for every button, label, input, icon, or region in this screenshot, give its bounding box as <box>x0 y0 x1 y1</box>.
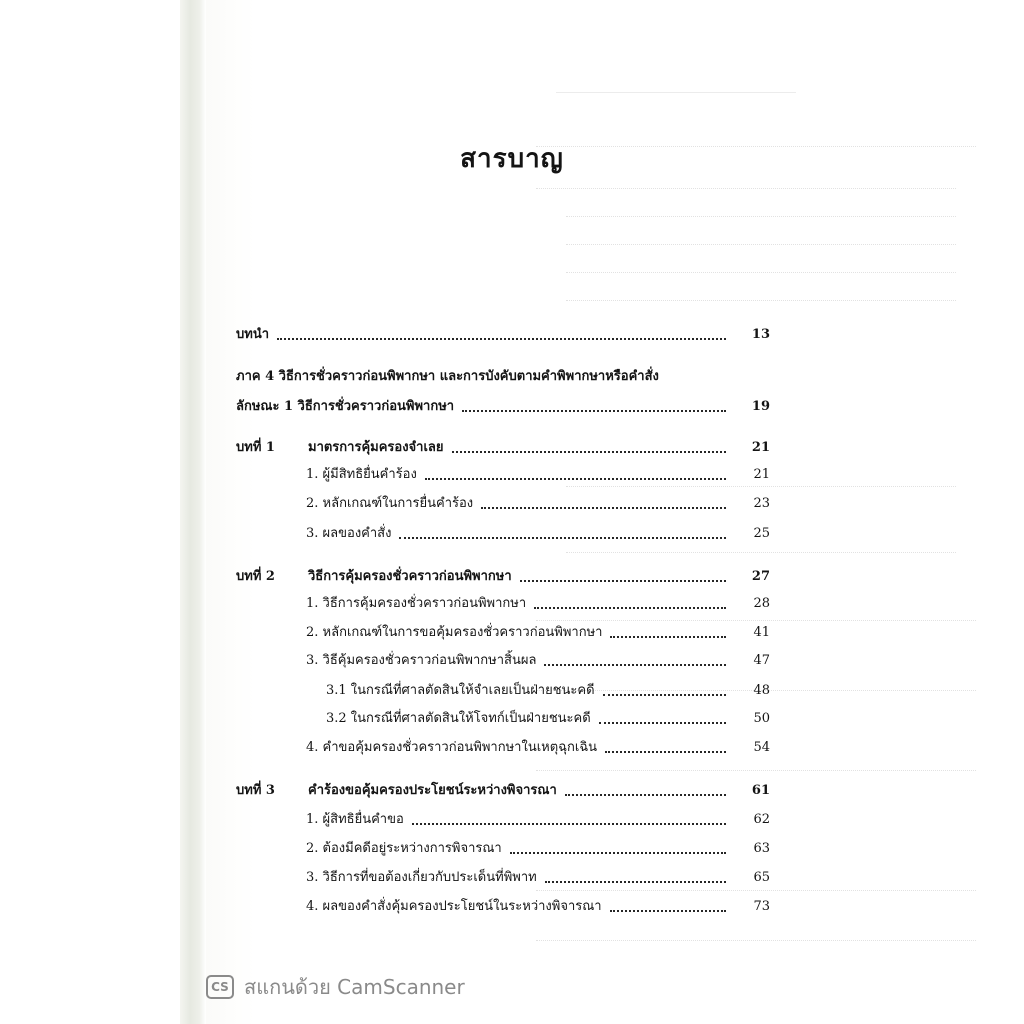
toc-dot-leader <box>481 507 726 509</box>
bleed-through-line <box>536 770 976 772</box>
toc-entry <box>236 680 770 702</box>
toc-page-number: 48 <box>753 683 770 698</box>
toc-entry <box>236 493 770 515</box>
camscanner-logo-icon: CS <box>206 975 234 999</box>
toc-dot-leader <box>599 722 726 724</box>
toc-entry <box>236 324 770 346</box>
bleed-through-line <box>566 272 956 274</box>
toc-dot-leader <box>545 881 726 883</box>
bleed-through-line <box>566 244 956 246</box>
bleed-through-line <box>556 92 796 93</box>
toc-chapter-label: บทที่ 2 <box>236 569 275 584</box>
bleed-through-line <box>566 216 956 218</box>
toc-entry-title: วิธีการคุ้มครองชั่วคราวก่อนพิพากษา <box>308 569 512 584</box>
toc-dot-leader <box>510 852 726 854</box>
toc-entry-title: บทนำ <box>236 327 270 342</box>
watermark-text: สแกนด้วย CamScanner <box>244 975 465 999</box>
toc-chapter-label: บทที่ 1 <box>236 440 275 455</box>
toc-dot-leader <box>565 794 726 796</box>
toc-entry <box>236 896 770 918</box>
toc-entry-title: 3.2 ในกรณีที่ศาลตัดสินให้โจทก์เป็นฝ่ายชนะคดี <box>326 711 591 726</box>
toc-page-number: 13 <box>751 327 770 342</box>
toc-entry <box>236 737 770 759</box>
toc-dot-leader <box>544 664 726 666</box>
toc-dot-leader <box>610 910 726 912</box>
toc-entry-title: คำร้องขอคุ้มครองประโยชน์ระหว่างพิจารณา <box>308 783 557 798</box>
toc-entry-title: 3.1 ในกรณีที่ศาลตัดสินให้จำเลยเป็นฝ่ายชนะคดี <box>326 683 595 698</box>
toc-dot-leader <box>603 694 726 696</box>
toc-entry <box>236 566 770 588</box>
toc-page-number: 63 <box>753 841 770 856</box>
toc-entry <box>236 464 770 486</box>
toc-entry <box>236 809 770 831</box>
toc-page-number: 50 <box>753 711 770 726</box>
toc-entry <box>236 650 770 672</box>
toc-entry <box>236 523 770 545</box>
toc-page-number: 25 <box>753 526 770 541</box>
toc-page-number: 19 <box>751 399 770 414</box>
toc-dot-leader <box>399 537 726 539</box>
toc-entry-title: 3. วิธีการที่ขอต้องเกี่ยวกับประเด็นที่พิพาท <box>306 870 537 885</box>
toc-entry <box>236 622 770 644</box>
toc-entry <box>236 867 770 889</box>
toc-entry <box>236 366 770 388</box>
toc-entry-title: 2. หลักเกณฑ์ในการขอคุ้มครองชั่วคราวก่อนพิพากษา <box>306 625 603 640</box>
toc-entry <box>236 396 770 418</box>
toc-page-number: 61 <box>751 783 770 798</box>
toc-entry-title: ลักษณะ 1 วิธีการชั่วคราวก่อนพิพากษา <box>236 399 455 414</box>
toc-entry-title: 4. คำขอคุ้มครองชั่วคราวก่อนพิพากษาในเหตุฉุกเฉิน <box>306 740 598 755</box>
toc-dot-leader <box>534 607 726 609</box>
bleed-through-line <box>536 890 976 892</box>
toc-dot-leader <box>520 580 726 582</box>
camscanner-watermark <box>206 972 465 1002</box>
toc-page-number: 62 <box>753 812 770 827</box>
toc-entry <box>236 780 770 802</box>
toc-entry-title: 1. วิธีการคุ้มครองชั่วคราวก่อนพิพากษา <box>306 596 527 611</box>
toc-entry-title: 3. ผลของคำสั่ง <box>306 526 392 541</box>
toc-entry-title: 4. ผลของคำสั่งคุ้มครองประโยชน์ในระหว่างพิจารณา <box>306 899 602 914</box>
toc-dot-leader <box>425 478 726 480</box>
toc-entry <box>236 708 770 730</box>
toc-page-number: 23 <box>753 496 770 511</box>
toc-dot-leader <box>277 338 726 340</box>
toc-dot-leader <box>605 751 726 753</box>
page-title: สารบาญ <box>460 144 564 174</box>
toc-page-number: 73 <box>753 899 770 914</box>
toc-entry-title: 2. ต้องมีคดีอยู่ระหว่างการพิจารณา <box>306 841 502 856</box>
toc-page-number: 28 <box>753 596 770 611</box>
bleed-through-line <box>536 188 956 190</box>
toc-entry-title: มาตรการคุ้มครองจำเลย <box>308 440 444 455</box>
toc-page-number: 27 <box>751 569 770 584</box>
toc-entry-title: 3. วิธีคุ้มครองชั่วคราวก่อนพิพากษาสิ้นผล <box>306 653 537 668</box>
bleed-through-line <box>566 486 956 488</box>
toc-chapter-label: บทที่ 3 <box>236 783 275 798</box>
toc-entry <box>236 437 770 459</box>
toc-dot-leader <box>462 410 726 412</box>
toc-entry-title: 1. ผู้สิทธิยื่นคำขอ <box>306 812 404 827</box>
toc-entry <box>236 593 770 615</box>
toc-entry-title: ภาค 4 วิธีการชั่วคราวก่อนพิพากษา และการบังคับตามคำพิพากษาหรือคำสั่ง <box>236 369 659 384</box>
toc-page-number: 65 <box>753 870 770 885</box>
toc-dot-leader <box>452 451 726 453</box>
toc-entry-title: 2. หลักเกณฑ์ในการยื่นคำร้อง <box>306 496 474 511</box>
toc-entry <box>236 838 770 860</box>
toc-page-number: 21 <box>751 440 770 455</box>
bleed-through-line <box>566 300 956 302</box>
toc-page-number: 54 <box>753 740 770 755</box>
toc-dot-leader <box>610 636 726 638</box>
toc-page-number: 21 <box>753 467 770 482</box>
toc-dot-leader <box>412 823 726 825</box>
bleed-through-line <box>566 552 956 554</box>
toc-page-number: 47 <box>753 653 770 668</box>
bleed-through-line <box>536 940 976 942</box>
toc-entry-title: 1. ผู้มีสิทธิยื่นคำร้อง <box>306 467 417 482</box>
toc-page-number: 41 <box>753 625 770 640</box>
